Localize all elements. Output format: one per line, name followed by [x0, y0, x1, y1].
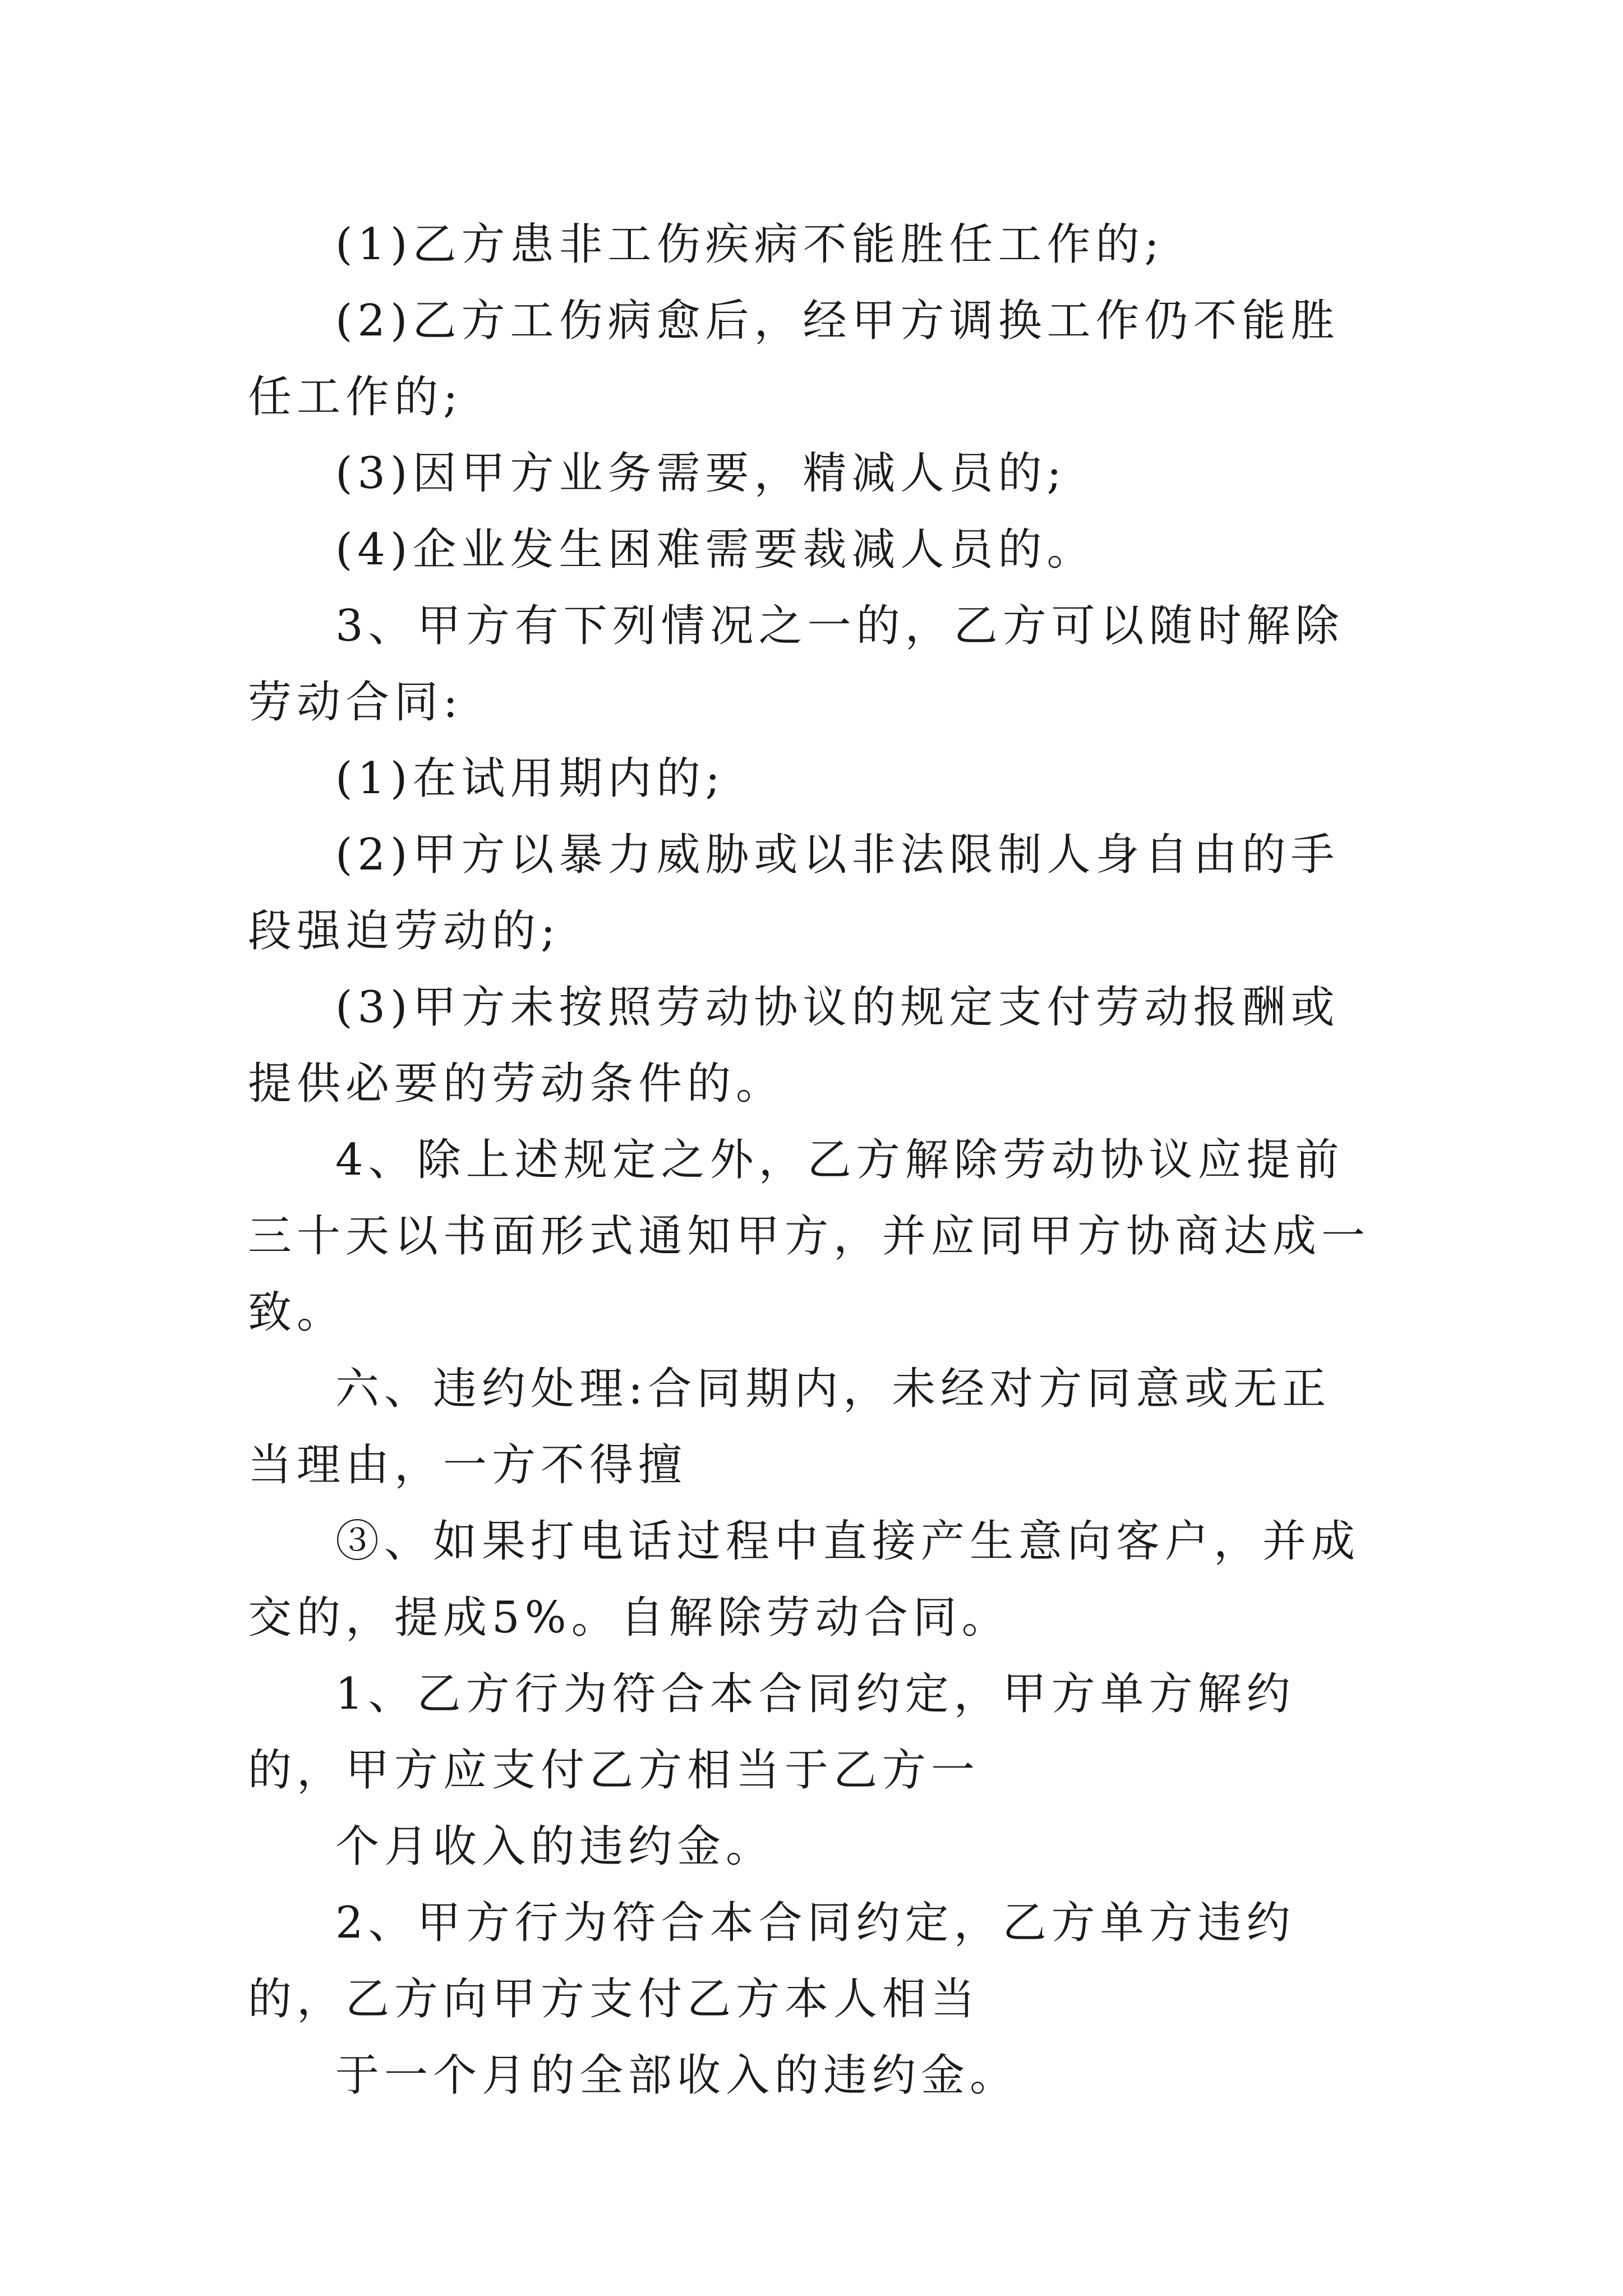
paragraph-4: (4)企业发生困难需要裁减人员的。 [335, 524, 1096, 575]
paragraph-7: (2)甲方以暴力威胁或以非法限制人身自由的手段强迫劳动的; [248, 830, 1340, 956]
paragraph-11: ③、如果打电话过程中直接产生意向客户，并成交的，提成5%。自解除劳动合同。 [248, 1516, 1361, 1643]
paragraph-9: 4、除上述规定之外，乙方解除劳动协议应提前三十天以书面形式通知甲方，并应同甲方协商达成一致。 [248, 1135, 1371, 1338]
paragraph-2: (2)乙方工伤病愈后，经甲方调换工作仍不能胜任工作的; [248, 296, 1340, 422]
paragraph-12: 1、乙方行为符合本合同约定，甲方单方解约的，甲方应支付乙方相当于乙方一 [248, 1669, 1295, 1796]
paragraph-14: 2、甲方行为符合本合同约定，乙方单方违约的，乙方向甲方支付乙方本人相当 [248, 1898, 1295, 2024]
document-body [248, 206, 1375, 2114]
paragraph-6: (1)在试用期内的; [335, 753, 725, 804]
paragraph-13: 个月收入的违约金。 [335, 1821, 775, 1872]
paragraph-1: (1)乙方患非工伤疾病不能胜任工作的; [335, 219, 1164, 270]
paragraph-15: 于一个月的全部收入的违约金。 [335, 2050, 1019, 2101]
paragraph-8: (3)甲方未按照劳动协议的规定支付劳动报酬或提供必要的劳动条件的。 [248, 982, 1340, 1109]
paragraph-10: 六、违约处理:合同期内，未经对方同意或无正当理由，一方不得擅 [248, 1364, 1331, 1490]
paragraph-3: (3)因甲方业务需要，精减人员的; [335, 448, 1067, 499]
paragraph-5: 3、甲方有下列情况之一的，乙方可以随时解除劳动合同: [248, 601, 1344, 728]
